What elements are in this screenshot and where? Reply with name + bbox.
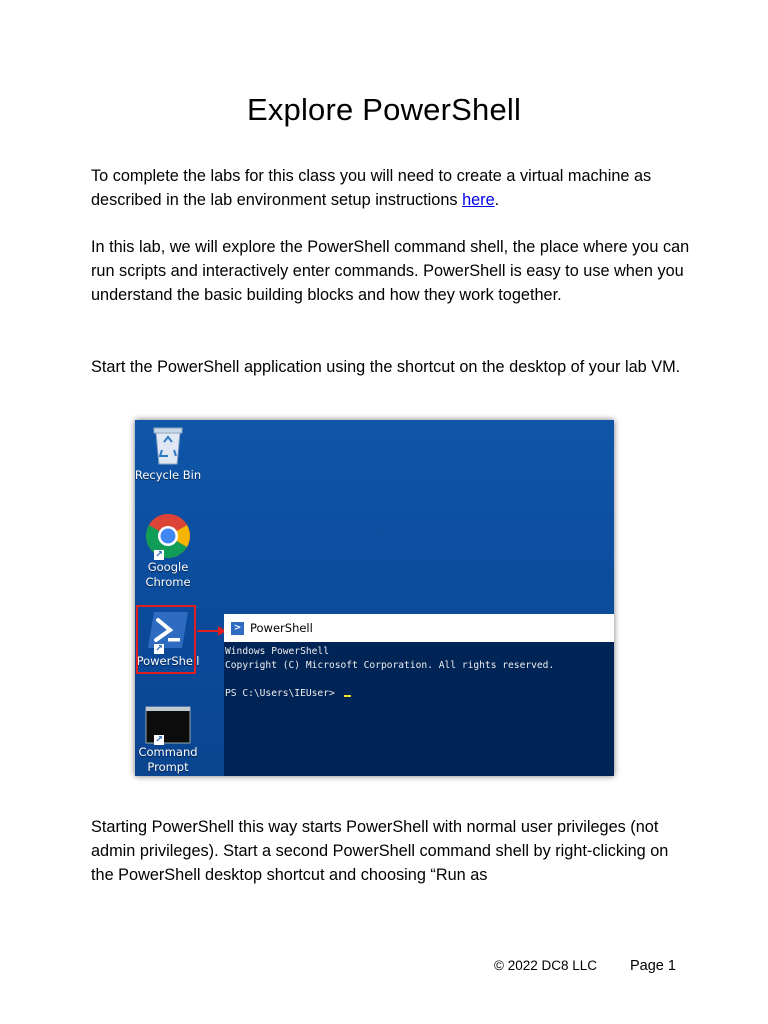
shortcut-arrow-icon: ↗ [155,644,163,654]
desktop-icon-command-prompt [135,705,202,775]
console-line: Copyright (C) Microsoft Corporation. All rights reserved. [225,660,555,671]
run-as-paragraph: Starting PowerShell this way starts PowerShell with normal user privileges (not admin privileges). Start a second PowerShell command shell by right-clicking on the PowerShell desktop shortcut and choosing “Run as [91,818,669,884]
highlight-box [136,605,196,674]
powershell-small-icon: > [231,622,244,635]
intro-period: . [494,191,500,209]
console-output[interactable] [224,642,614,704]
lab-description-paragraph: In this lab, we will explore the PowerShell command shell, the place where you can run scripts and interactively enter commands. PowerShell is easy to use when you understand the basic building blocks and how they work together. [91,238,690,304]
console-prompt: PS C:\Users\IEUser> [225,688,341,699]
recycle-bin-label: Recycle Bin [135,468,202,482]
command-prompt-icon [144,705,192,745]
setup-instructions-link[interactable]: here [462,191,495,209]
console-line: Windows PowerShell [225,646,329,657]
intro-paragraph [91,164,691,212]
recycle-bin-icon [148,420,188,468]
start-instructions-paragraph: Start the PowerShell application using the shortcut on the desktop of your lab VM. [91,358,681,376]
command-prompt-label: Command Prompt [138,745,198,774]
powershell-titlebar[interactable] [224,614,614,642]
footer-page-number: Page 1 [630,958,676,974]
powershell-label: PowerShell [136,654,200,668]
powershell-window[interactable] [224,614,614,776]
shortcut-arrow-icon: ↗ [155,735,163,745]
footer-copyright: © 2022 DC8 LLC [494,958,598,973]
desktop-icon-chrome [135,512,202,590]
window-title: PowerShell [250,621,313,635]
page-title: Explore PowerShell [246,92,522,127]
console-prompt-line[interactable] [225,687,614,701]
desktop-screenshot [135,420,614,776]
chrome-icon [144,512,192,560]
intro-text: To complete the labs for this class you will need to create a virtual machine as described in the lab environment setup instructions [91,167,652,209]
cursor [344,695,351,697]
desktop-icon-recycle-bin [135,420,202,483]
shortcut-arrow-icon: ↗ [155,550,163,560]
chrome-label: Google Chrome [145,560,191,589]
